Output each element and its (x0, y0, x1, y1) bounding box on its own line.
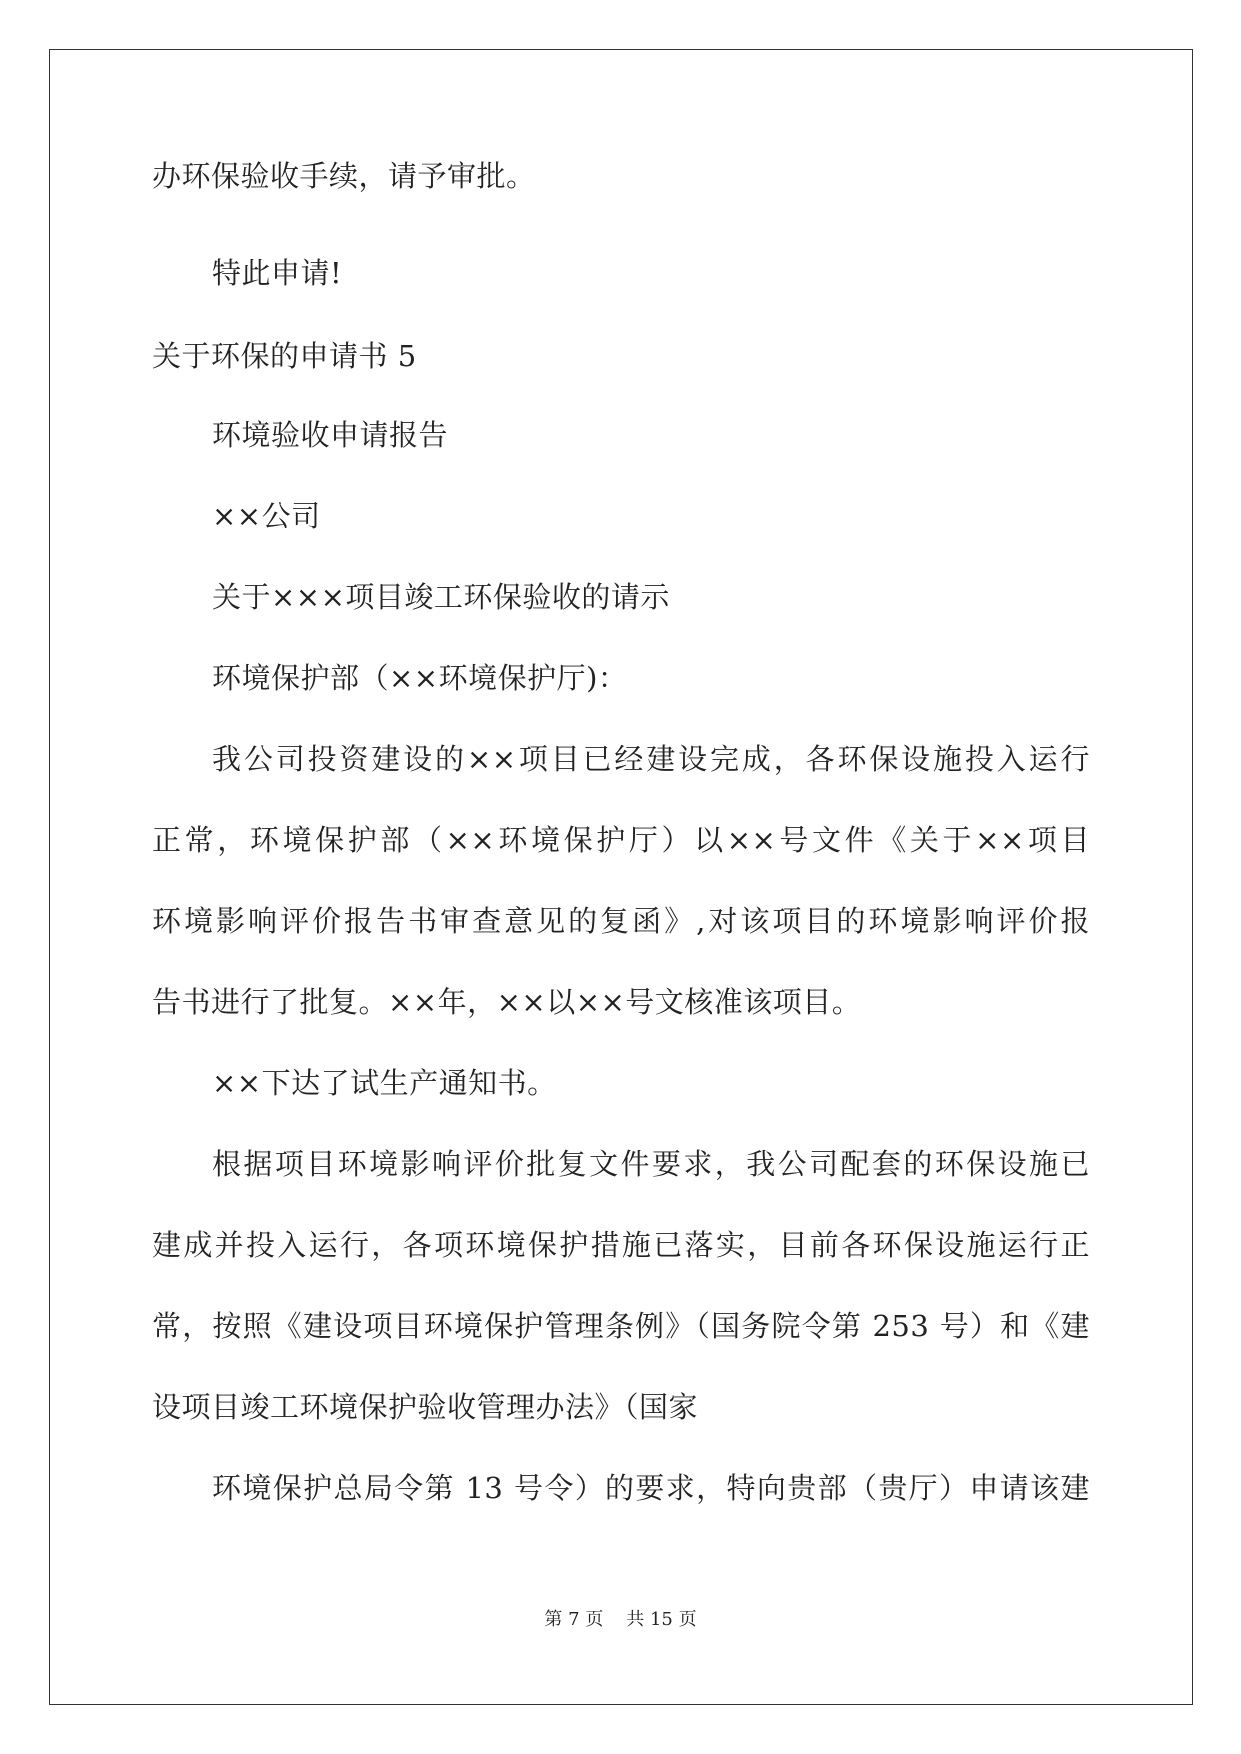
page-number: 第 7 页 (544, 1609, 604, 1630)
company-name: ××公司 (212, 499, 321, 533)
body-line-1: 我公司投资建设的××项目已经建设完成，各环保设施投入运行 (212, 742, 1090, 776)
text-line-1: 办环保验收手续，请予审批。 (152, 159, 536, 193)
addressee: 环境保护部（××环境保护厅)： (212, 661, 628, 695)
body-line-2: 正常，环境保护部（××环境保护厅）以××号文件《关于××项目 (152, 823, 1090, 857)
page-border (49, 49, 1193, 1705)
body-line-10: 环境保护总局令第 13 号令）的要求，特向贵部（贵厅）申请该建 (212, 1471, 1090, 1505)
section-heading: 关于环保的申请书 5 (152, 339, 417, 373)
page-footer (0, 1608, 1241, 1632)
body-line-8: 常，按照《建设项目环境保护管理条例》（国务院令第 253 号）和《建 (152, 1309, 1090, 1343)
page-total: 共 15 页 (626, 1609, 697, 1630)
body-line-7: 建成并投入运行，各项环境保护措施已落实，目前各环保设施运行正 (152, 1228, 1090, 1262)
body-line-3: 环境影响评价报告书审查意见的复函》,对该项目的环境影响评价报 (152, 904, 1090, 938)
body-line-4: 告书进行了批复。××年，××以××号文核准该项目。 (152, 985, 862, 1019)
text-line-2: 特此申请! (212, 256, 343, 290)
body-line-6: 根据项目环境影响评价批复文件要求，我公司配套的环保设施已 (212, 1147, 1090, 1181)
body-line-9: 设项目竣工环境保护验收管理办法》（国家 (152, 1390, 699, 1424)
request-subject: 关于×××项目竣工环保验收的请示 (212, 580, 670, 614)
body-line-5: ××下达了试生产通知书。 (212, 1066, 557, 1100)
report-title: 环境验收申请报告 (212, 418, 449, 452)
